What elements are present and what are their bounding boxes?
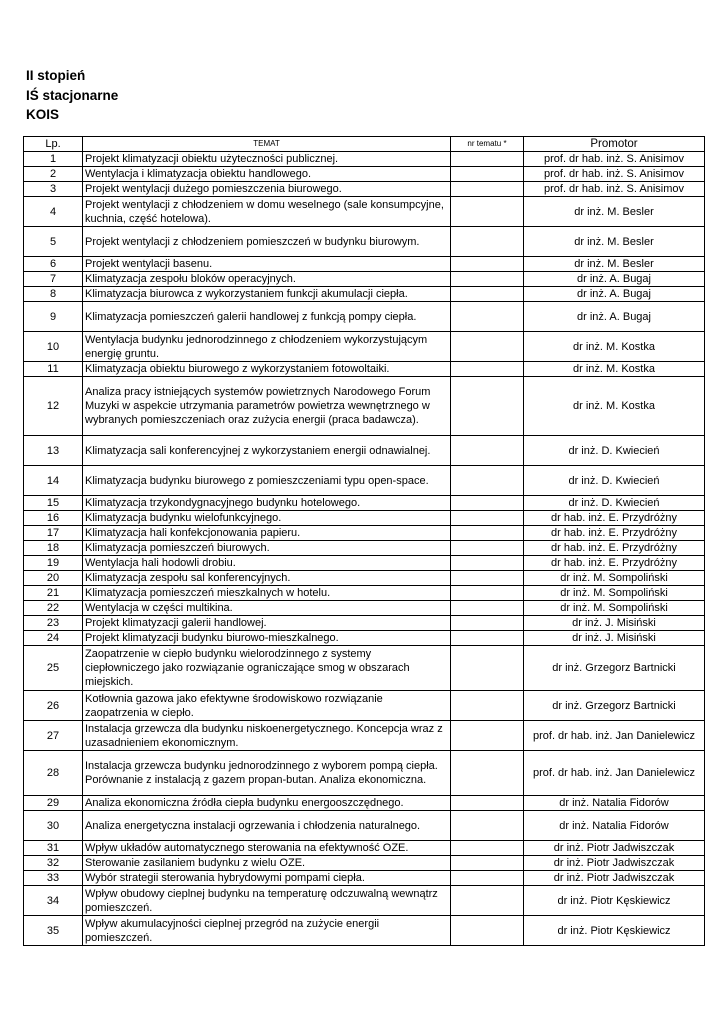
- table-row: [24, 796, 705, 811]
- table-row: [24, 302, 705, 332]
- cell-temat: Wentylacja budynku jednorodzinnego z chłodzeniem wykorzystującym energię gruntu.: [83, 332, 451, 362]
- cell-lp: 32: [24, 856, 83, 871]
- table-row: [24, 541, 705, 556]
- cell-promotor: prof. dr hab. inż. S. Anisimov: [524, 152, 705, 167]
- cell-lp: 18: [24, 541, 83, 556]
- cell-nr: [451, 796, 524, 811]
- cell-nr: [451, 751, 524, 796]
- cell-promotor: dr inż. M. Kostka: [524, 362, 705, 377]
- cell-nr: [451, 227, 524, 257]
- cell-promotor: dr inż. J. Misiński: [524, 631, 705, 646]
- cell-temat: Wpływ układów automatycznego sterowania na efektywność OZE.: [83, 841, 451, 856]
- cell-nr: [451, 616, 524, 631]
- table-row: [24, 601, 705, 616]
- cell-nr: [451, 272, 524, 287]
- cell-promotor: dr hab. inż. E. Przydróżny: [524, 511, 705, 526]
- table-row: [24, 257, 705, 272]
- cell-nr: [451, 856, 524, 871]
- table-row: [24, 152, 705, 167]
- cell-promotor: dr inż. Piotr Kęskiewicz: [524, 916, 705, 946]
- cell-promotor: dr inż. M. Sompoliński: [524, 601, 705, 616]
- cell-promotor: dr inż. D. Kwiecień: [524, 496, 705, 511]
- cell-nr: [451, 886, 524, 916]
- cell-temat: Zaopatrzenie w ciepło budynku wielorodzinnego z systemy ciepłowniczego jako rozwiązanie ograniczające smog w obszarach miejskich.: [83, 646, 451, 691]
- cell-nr: [451, 436, 524, 466]
- cell-promotor: dr hab. inż. E. Przydróżny: [524, 526, 705, 541]
- table-row: [24, 631, 705, 646]
- cell-promotor: prof. dr hab. inż. Jan Danielewicz: [524, 721, 705, 751]
- cell-lp: 19: [24, 556, 83, 571]
- cell-nr: [451, 646, 524, 691]
- table-row: [24, 526, 705, 541]
- table-row: [24, 287, 705, 302]
- cell-nr: [451, 691, 524, 721]
- cell-lp: 27: [24, 721, 83, 751]
- cell-lp: 3: [24, 182, 83, 197]
- table-row: [24, 377, 705, 436]
- cell-nr: [451, 631, 524, 646]
- table-row: [24, 362, 705, 377]
- cell-promotor: dr inż. A. Bugaj: [524, 272, 705, 287]
- cell-promotor: dr hab. inż. E. Przydróżny: [524, 541, 705, 556]
- cell-promotor: dr inż. Piotr Jadwiszczak: [524, 856, 705, 871]
- cell-temat: Sterowanie zasilaniem budynku z wielu OZE.: [83, 856, 451, 871]
- cell-promotor: dr inż. Natalia Fidorów: [524, 796, 705, 811]
- cell-nr: [451, 601, 524, 616]
- cell-temat: Analiza pracy istniejących systemów powietrznych Narodowego Forum Muzyki w aspekcie utrzymania parametrów powietrza wewnętrznego w wybranych pomieszczeniach oraz zużycia energii (praca badawcza).: [83, 377, 451, 436]
- cell-temat: Projekt wentylacji z chłodzeniem pomieszczeń w budynku biurowym.: [83, 227, 451, 257]
- cell-temat: Projekt klimatyzacji galerii handlowej.: [83, 616, 451, 631]
- cell-temat: Projekt wentylacji dużego pomieszczenia biurowego.: [83, 182, 451, 197]
- cell-lp: 8: [24, 287, 83, 302]
- cell-promotor: dr inż. Piotr Jadwiszczak: [524, 871, 705, 886]
- heading-department: KOIS: [26, 107, 60, 122]
- cell-promotor: dr inż. A. Bugaj: [524, 287, 705, 302]
- table-row: [24, 571, 705, 586]
- cell-lp: 30: [24, 811, 83, 841]
- cell-promotor: dr inż. J. Misiński: [524, 616, 705, 631]
- table-body: [24, 152, 705, 946]
- cell-lp: 7: [24, 272, 83, 287]
- cell-promotor: prof. dr hab. inż. Jan Danielewicz: [524, 751, 705, 796]
- column-header-temat: TEMAT: [83, 137, 451, 152]
- cell-temat: Klimatyzacja pomieszczeń biurowych.: [83, 541, 451, 556]
- cell-promotor: dr inż. M. Sompoliński: [524, 586, 705, 601]
- cell-nr: [451, 541, 524, 556]
- table-row: [24, 556, 705, 571]
- cell-lp: 1: [24, 152, 83, 167]
- cell-temat: Klimatyzacja biurowca z wykorzystaniem funkcji akumulacji ciepła.: [83, 287, 451, 302]
- cell-nr: [451, 871, 524, 886]
- cell-lp: 2: [24, 167, 83, 182]
- table-row: [24, 332, 705, 362]
- cell-temat: Projekt wentylacji basenu.: [83, 257, 451, 272]
- cell-lp: 4: [24, 197, 83, 227]
- cell-promotor: dr inż. Grzegorz Bartnicki: [524, 691, 705, 721]
- column-header-lp: Lp.: [24, 137, 83, 152]
- cell-nr: [451, 556, 524, 571]
- cell-lp: 5: [24, 227, 83, 257]
- cell-lp: 23: [24, 616, 83, 631]
- cell-promotor: dr inż. Grzegorz Bartnicki: [524, 646, 705, 691]
- cell-temat: Klimatyzacja budynku wielofunkcyjnego.: [83, 511, 451, 526]
- cell-promotor: prof. dr hab. inż. S. Anisimov: [524, 182, 705, 197]
- cell-temat: Wpływ akumulacyjności cieplnej przegród na zużycie energii pomieszczeń.: [83, 916, 451, 946]
- table-row: [24, 197, 705, 227]
- table-row: [24, 841, 705, 856]
- cell-temat: Wybór strategii sterowania hybrydowymi pompami ciepła.: [83, 871, 451, 886]
- cell-lp: 21: [24, 586, 83, 601]
- cell-temat: Klimatyzacja hali konfekcjonowania papieru.: [83, 526, 451, 541]
- cell-lp: 33: [24, 871, 83, 886]
- table-row: [24, 167, 705, 182]
- cell-nr: [451, 571, 524, 586]
- cell-promotor: dr inż. M. Kostka: [524, 332, 705, 362]
- cell-promotor: prof. dr hab. inż. S. Anisimov: [524, 167, 705, 182]
- table-row: [24, 871, 705, 886]
- column-header-nr: nr tematu *: [451, 137, 524, 152]
- cell-lp: 9: [24, 302, 83, 332]
- table-row: [24, 916, 705, 946]
- cell-promotor: dr hab. inż. E. Przydróżny: [524, 556, 705, 571]
- heading-study-mode: IŚ stacjonarne: [26, 87, 119, 103]
- cell-lp: 25: [24, 646, 83, 691]
- cell-promotor: dr inż. D. Kwiecień: [524, 466, 705, 496]
- cell-lp: 16: [24, 511, 83, 526]
- table-row: [24, 511, 705, 526]
- cell-nr: [451, 152, 524, 167]
- topics-table: [23, 136, 705, 946]
- cell-nr: [451, 526, 524, 541]
- cell-temat: Klimatyzacja trzykondygnacyjnego budynku hotelowego.: [83, 496, 451, 511]
- table-row: [24, 272, 705, 287]
- table-row: [24, 721, 705, 751]
- cell-lp: 31: [24, 841, 83, 856]
- column-header-promotor: Promotor: [524, 137, 705, 152]
- cell-nr: [451, 182, 524, 197]
- cell-nr: [451, 287, 524, 302]
- table-row: [24, 227, 705, 257]
- cell-temat: Projekt klimatyzacji budynku biurowo-mieszkalnego.: [83, 631, 451, 646]
- cell-promotor: dr inż. M. Besler: [524, 197, 705, 227]
- cell-lp: 22: [24, 601, 83, 616]
- cell-promotor: dr inż. Piotr Kęskiewicz: [524, 886, 705, 916]
- cell-temat: Klimatyzacja pomieszczeń galerii handlowej z funkcją pompy ciepła.: [83, 302, 451, 332]
- table-row: [24, 646, 705, 691]
- cell-promotor: dr inż. M. Sompoliński: [524, 571, 705, 586]
- cell-promotor: dr inż. Piotr Jadwiszczak: [524, 841, 705, 856]
- cell-temat: Projekt wentylacji z chłodzeniem w domu weselnego (sale konsumpcyjne, kuchnia, część hotelowa).: [83, 197, 451, 227]
- cell-temat: Wentylacja w części multikina.: [83, 601, 451, 616]
- cell-lp: 29: [24, 796, 83, 811]
- cell-nr: [451, 332, 524, 362]
- table-row: [24, 182, 705, 197]
- cell-temat: Instalacja grzewcza budynku jednorodzinnego z wyborem pompą ciepła. Porównanie z instalacją z gazem propan-butan. Analiza ekonomiczna.: [83, 751, 451, 796]
- cell-temat: Wentylacja hali hodowli drobiu.: [83, 556, 451, 571]
- cell-promotor: dr inż. Natalia Fidorów: [524, 811, 705, 841]
- document-heading: [26, 66, 118, 125]
- cell-promotor: dr inż. M. Kostka: [524, 377, 705, 436]
- cell-lp: 6: [24, 257, 83, 272]
- cell-promotor: dr inż. M. Besler: [524, 257, 705, 272]
- cell-temat: Klimatyzacja budynku biurowego z pomieszczeniami typu open-space.: [83, 466, 451, 496]
- table-row: [24, 436, 705, 466]
- cell-temat: Kotłownia gazowa jako efektywne środowiskowo rozwiązanie zaopatrzenia w ciepło.: [83, 691, 451, 721]
- cell-lp: 20: [24, 571, 83, 586]
- cell-nr: [451, 841, 524, 856]
- table-row: [24, 616, 705, 631]
- cell-nr: [451, 257, 524, 272]
- table-row: [24, 691, 705, 721]
- cell-lp: 17: [24, 526, 83, 541]
- cell-temat: Klimatyzacja zespołu bloków operacyjnych.: [83, 272, 451, 287]
- cell-temat: Klimatyzacja zespołu sal konferencyjnych.: [83, 571, 451, 586]
- cell-nr: [451, 811, 524, 841]
- cell-lp: 10: [24, 332, 83, 362]
- cell-lp: 35: [24, 916, 83, 946]
- table-row: [24, 496, 705, 511]
- cell-temat: Klimatyzacja obiektu biurowego z wykorzystaniem fotowoltaiki.: [83, 362, 451, 377]
- cell-nr: [451, 721, 524, 751]
- cell-nr: [451, 916, 524, 946]
- cell-lp: 13: [24, 436, 83, 466]
- cell-temat: Analiza energetyczna instalacji ogrzewania i chłodzenia naturalnego.: [83, 811, 451, 841]
- table-row: [24, 856, 705, 871]
- cell-nr: [451, 586, 524, 601]
- cell-lp: 24: [24, 631, 83, 646]
- cell-lp: 28: [24, 751, 83, 796]
- cell-promotor: dr inż. M. Besler: [524, 227, 705, 257]
- cell-promotor: dr inż. A. Bugaj: [524, 302, 705, 332]
- cell-nr: [451, 496, 524, 511]
- cell-temat: Analiza ekonomiczna źródła ciepła budynku energooszczędnego.: [83, 796, 451, 811]
- table-row: [24, 886, 705, 916]
- table-row: [24, 811, 705, 841]
- cell-temat: Wentylacja i klimatyzacja obiektu handlowego.: [83, 167, 451, 182]
- cell-nr: [451, 362, 524, 377]
- cell-nr: [451, 167, 524, 182]
- table-row: [24, 586, 705, 601]
- cell-lp: 12: [24, 377, 83, 436]
- cell-nr: [451, 511, 524, 526]
- table-header-row: [24, 137, 705, 152]
- cell-nr: [451, 302, 524, 332]
- cell-promotor: dr inż. D. Kwiecień: [524, 436, 705, 466]
- cell-temat: Instalacja grzewcza dla budynku niskoenergetycznego. Koncepcja wraz z uzasadnieniem ekonomicznym.: [83, 721, 451, 751]
- cell-temat: Projekt klimatyzacji obiektu użyteczności publicznej.: [83, 152, 451, 167]
- cell-lp: 34: [24, 886, 83, 916]
- table-row: [24, 751, 705, 796]
- cell-lp: 26: [24, 691, 83, 721]
- table-row: [24, 466, 705, 496]
- heading-level: II stopień: [26, 68, 86, 83]
- cell-temat: Wpływ obudowy cieplnej budynku na temperaturę odczuwalną wewnątrz pomieszczeń.: [83, 886, 451, 916]
- cell-temat: Klimatyzacja sali konferencyjnej z wykorzystaniem energii odnawialnej.: [83, 436, 451, 466]
- cell-lp: 15: [24, 496, 83, 511]
- cell-temat: Klimatyzacja pomieszczeń mieszkalnych w hotelu.: [83, 586, 451, 601]
- cell-lp: 11: [24, 362, 83, 377]
- cell-nr: [451, 197, 524, 227]
- cell-lp: 14: [24, 466, 83, 496]
- cell-nr: [451, 466, 524, 496]
- cell-nr: [451, 377, 524, 436]
